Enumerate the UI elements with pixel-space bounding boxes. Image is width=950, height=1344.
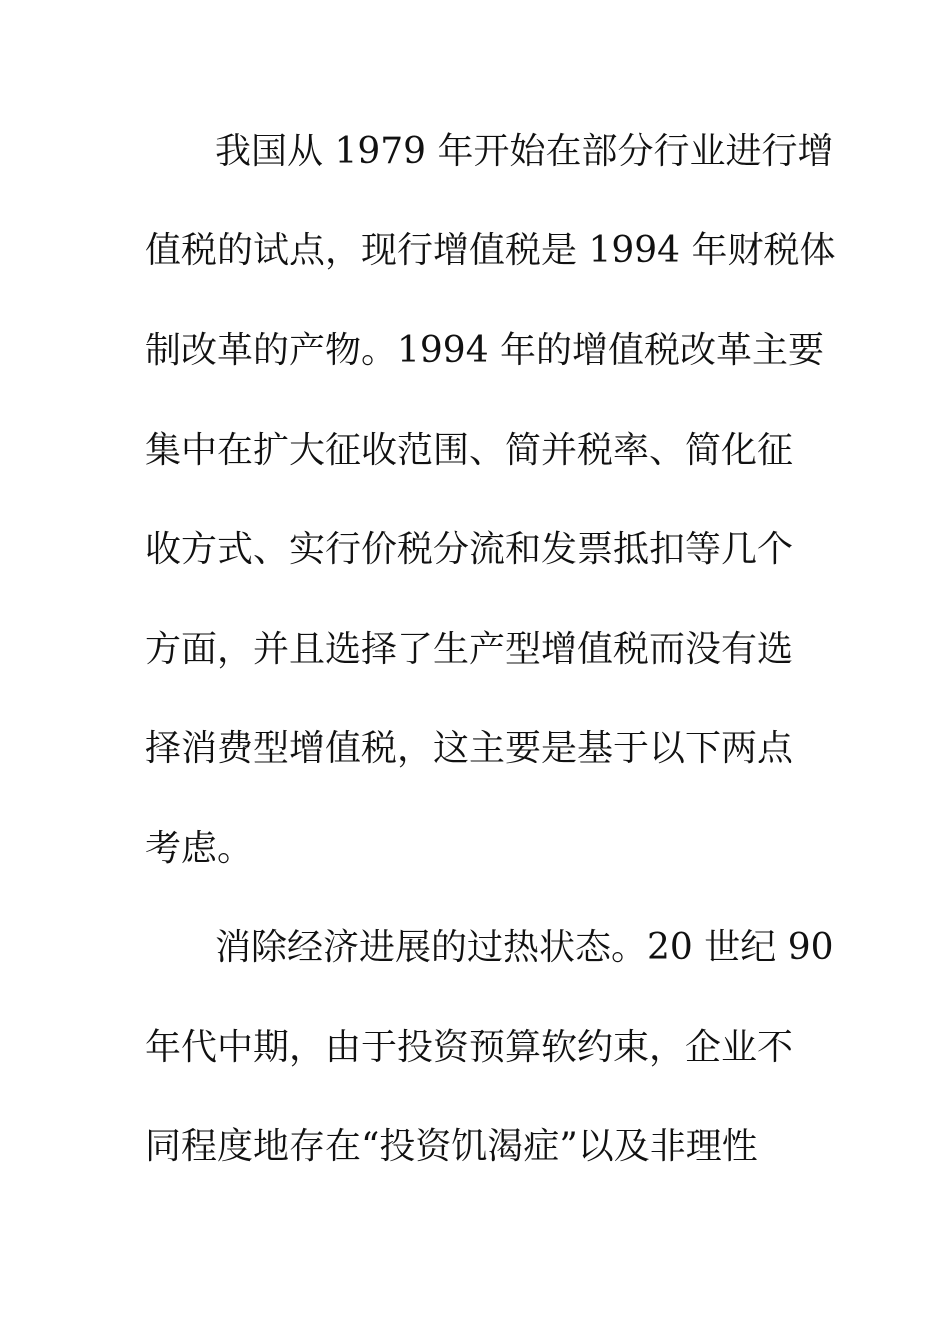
paragraph-1-line-7: 择消费型增值税，这主要是基于以下两点: [145, 728, 794, 769]
paragraph-2-line-3: 同程度地存在“投资饥渴症”以及非理性: [145, 1126, 758, 1167]
paragraph-2-line-1: 消除经济进展的过热状态。20 世纪 90: [215, 927, 834, 968]
paragraph-1-line-5: 收方式、实行价税分流和发票抵扣等几个: [145, 529, 794, 570]
paragraph-1-line-1: 我国从 1979 年开始在部分行业进行增: [215, 131, 834, 172]
paragraph-2-line-2: 年代中期，由于投资预算软约束，企业不: [145, 1027, 794, 1068]
paragraph-1-line-2: 值税的试点，现行增值税是 1994 年财税体: [145, 230, 836, 271]
paragraph-1-line-8: 考虑。: [145, 828, 254, 869]
paragraph-1-line-6: 方面，并且选择了生产型增值税而没有选: [145, 629, 794, 670]
paragraph-1-line-3: 制改革的产物。1994 年的增值税改革主要: [145, 330, 825, 371]
paragraph-1-line-4: 集中在扩大征收范围、简并税率、简化征: [145, 430, 794, 471]
